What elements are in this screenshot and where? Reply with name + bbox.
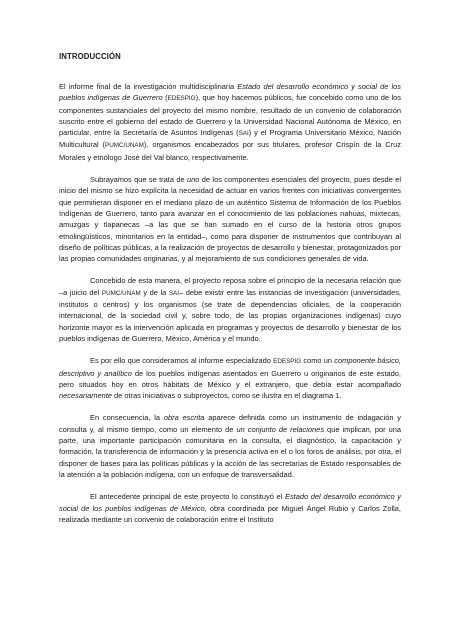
acronym: PUMC/UNAM — [101, 289, 141, 297]
text-run: de los pueblos indígenas asentados en Guerrero u originarios de este estado, pero situados hoy en otros hábitats de México y el extranjero, que debía estar acompañado — [59, 368, 401, 389]
acronym: SAI — [238, 130, 249, 138]
acronym: PUMC/UNAM — [105, 142, 144, 150]
text-run: Subrayamos que se trata de — [90, 175, 187, 185]
paragraph-3 — [59, 275, 401, 344]
acronym: EDESPIG — [167, 95, 196, 103]
italic-emphasis: uno — [187, 175, 200, 185]
italic-title: Estado del desarrollo económico y social de los pueblos indígenas de Guerrero — [59, 82, 401, 103]
paragraph-2 — [59, 174, 401, 264]
text-run: que implican, por una parte, una importante participación comunitaria en la consulta, el diagnóstico, la capacitación y formación, la transferencia de información y la presencia activa en el o los foros de análisis; por otra, el disponer de bases para las políticas públicas y la acción de las secretarías de Estado responsables de la atención a la población indígena, con un enfoque de transversalidad. — [59, 424, 402, 479]
acronym: EDESPIG — [273, 358, 302, 366]
section-heading: INTRODUCCIÓN — [59, 52, 121, 61]
text-run: aparece definida como un instrumento de indagación y consulta y, al mismo tiempo, como un elemento de — [59, 413, 402, 434]
text-run: ) y el Programa Universitario México, Nación Multicultural ( — [59, 128, 401, 150]
text-run: El antecedente principal de este proyecto lo constituyó el — [90, 492, 285, 502]
text-run: El informe final de la investigación multidisciplinaria — [59, 82, 238, 91]
text-run: de otras iniciativas o subproyectos, como se ilustra en el diagrama 1. — [111, 391, 342, 401]
text-run: , obra coordinada por Miguel Ángel Rubio y Carlos Zolla, realizada mediante un convenio de colaboración entre el Instituto — [59, 503, 401, 524]
italic-title: Estado del desarrollo económico y social de los pueblos indígenas de México — [59, 492, 401, 513]
text-run: Concebido de esta manera, el proyecto reposa sobre el principio de la necesaria relación que –a juicio del — [59, 276, 401, 297]
paragraph-5 — [59, 412, 401, 480]
text-run: ), que hoy hacemos públicos, fue concebido como uno de los componentes sustanciales del proyecto del mismo nombre, resultado de un convenio de colaboración suscrito entre el gobierno del estado de Guerrero y la Universidad Nacional Autónoma de México, en particular, entre la Secretaría de Asuntos Indígenas ( — [59, 93, 402, 138]
paragraph-4 — [59, 355, 401, 401]
italic-emphasis: necesariamente — [59, 391, 112, 401]
text-run: Es por ello que consideramos al informe especializado — [90, 356, 274, 366]
text-run: y de la — [140, 287, 169, 297]
text-run: En consecuencia, la — [90, 413, 164, 423]
text-run: de los componentes esenciales del proyecto, pues desde el inicio del mismo se hizo explícita la necesidad de actuar en varios frentes con iniciativas convergentes que permitieran disponer en el mediano plazo de un auténtico Sistema de Información de los Pueblos Indígenas de Guerrero, tanto para avanzar en el conocimiento de las poblaciones nahuas, mixtecas, amuzgas y tlapanecas –a las que se han sumado en el curso de la historia otros grupos etnolingüísticos, minoritarios en la entidad–, como para disponer de instrumentos que contribuyan al diseño de políticas públicas, a la realización de proyectos de desarrollo y bienestar, protagonizados por las propias comunidades originarias, y al mejoramiento de sus condiciones generales de vida. — [59, 175, 401, 264]
italic-emphasis: componente básico, descriptivo y analítico — [59, 356, 401, 378]
text-run: ( — [162, 93, 168, 103]
text-run: – debe existir entre las instancias de investigación (universidades, institutos o centros) y los organismos (se trate de dependencias oficiales, de la cooperación internacional, de la sociedad civil y, sobre todo, de las propias organizaciones indígenas) cuyo horizonte mayor es la intervención aplicada en programas y proyectos de desarrollo y bienestar de los pueblos indígenas de Guerrero, México, América y el mundo. — [59, 287, 401, 343]
italic-emphasis: un conjunto de relaciones — [236, 424, 325, 434]
italic-emphasis: obra escrita — [163, 413, 205, 423]
text-run: ), organismos encabezados por sus titulares, profesor Crispín de la Cruz Morales y etnólogo José del Val blanco, respectivamente. — [59, 140, 401, 162]
acronym: SAI — [168, 289, 179, 297]
paragraph-6 — [59, 491, 401, 525]
paragraph-1 — [59, 81, 401, 163]
text-run: como un — [301, 356, 335, 366]
